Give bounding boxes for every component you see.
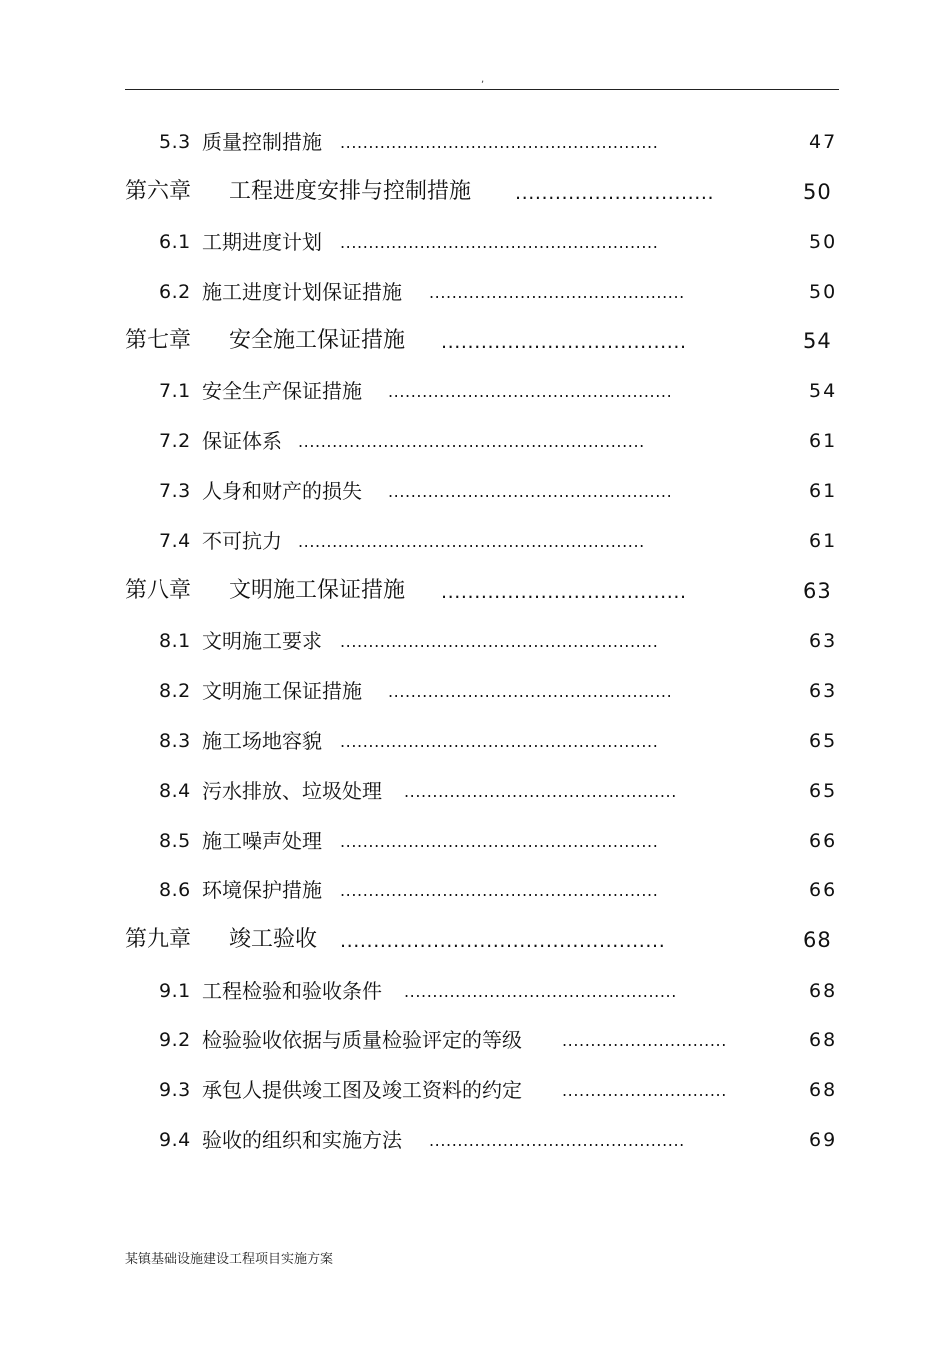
toc-leader-dots: .....................................: [441, 581, 687, 603]
toc-leader-dots: ................................................: [404, 982, 677, 1001]
toc-title: 工期进度计划: [202, 230, 322, 254]
toc-page-number: 54: [809, 380, 838, 402]
toc-leader-dots: .............................................: [429, 283, 685, 302]
toc-number: 7.4: [159, 530, 191, 552]
toc-title: 环境保护措施: [202, 878, 322, 902]
toc-entry[interactable]: [0, 421, 950, 461]
toc-page-number: 54: [803, 329, 832, 353]
toc-number: 第六章: [125, 179, 192, 204]
toc-number: 8.3: [159, 730, 191, 752]
toc-entry[interactable]: [0, 521, 950, 561]
toc-chapter[interactable]: [0, 321, 950, 361]
toc-title: 检验验收依据与质量检验评定的等级: [202, 1028, 522, 1052]
toc-entry[interactable]: [0, 1020, 950, 1060]
toc-chapter[interactable]: [0, 571, 950, 611]
toc-number: 9.2: [159, 1029, 191, 1051]
toc-leader-dots: ........................................................: [340, 233, 659, 252]
toc-page-number: 68: [809, 980, 838, 1002]
toc-page-number: 68: [809, 1079, 838, 1101]
toc-title: 质量控制措施: [202, 130, 322, 154]
toc-leader-dots: ........................................................: [340, 732, 659, 751]
toc-number: 8.2: [159, 680, 191, 702]
toc-number: 8.5: [159, 830, 191, 852]
toc-leader-dots: .................................................: [340, 930, 666, 952]
toc-number: 第七章: [125, 328, 192, 353]
toc-title: 施工进度计划保证措施: [202, 280, 402, 304]
toc-leader-dots: ................................................: [404, 782, 677, 801]
toc-leader-dots: ..................................................: [388, 382, 673, 401]
toc-number: 6.2: [159, 281, 191, 303]
toc-leader-dots: ..................................................: [388, 482, 673, 501]
toc-entry[interactable]: [0, 371, 950, 411]
toc-title: 文明施工要求: [202, 629, 322, 653]
toc-page-number: 61: [809, 480, 838, 502]
toc-leader-dots: .............................................: [429, 1131, 685, 1150]
toc-leader-dots: .............................: [562, 1031, 727, 1050]
toc-page-number: 68: [809, 1029, 838, 1051]
document-footer: 某镇基础设施建设工程项目实施方案: [125, 1252, 334, 1267]
toc-page-number: 61: [809, 430, 838, 452]
toc-number: 7.3: [159, 480, 191, 502]
toc-title: 承包人提供竣工图及竣工资料的约定: [202, 1078, 522, 1102]
toc-leader-dots: ........................................................: [340, 632, 659, 651]
toc-page-number: 65: [809, 730, 838, 752]
toc-entry[interactable]: [0, 1120, 950, 1160]
toc-title: 安全施工保证措施: [229, 328, 406, 353]
toc-entry[interactable]: [0, 971, 950, 1011]
toc-leader-dots: .............................................................: [298, 532, 645, 551]
toc-number: 8.1: [159, 630, 191, 652]
toc-leader-dots: ........................................................: [340, 881, 659, 900]
toc-title: 工程进度安排与控制措施: [229, 179, 472, 204]
toc-chapter[interactable]: [0, 920, 950, 960]
toc-entry[interactable]: [0, 471, 950, 511]
toc-number: 7.2: [159, 430, 191, 452]
toc-entry[interactable]: [0, 721, 950, 761]
toc-page-number: 50: [803, 180, 832, 204]
toc-number: 8.6: [159, 879, 191, 901]
toc-title: 安全生产保证措施: [202, 379, 362, 403]
toc-page-number: 69: [809, 1129, 838, 1151]
toc-page-number: 61: [809, 530, 838, 552]
toc-page-number: 65: [809, 780, 838, 802]
toc-entry[interactable]: [0, 671, 950, 711]
toc-leader-dots: ........................................................: [340, 133, 659, 152]
toc-number: 6.1: [159, 231, 191, 253]
toc-leader-dots: .....................................: [441, 331, 687, 353]
toc-title: 验收的组织和实施方法: [202, 1128, 402, 1152]
toc-entry[interactable]: [0, 621, 950, 661]
toc-leader-dots: .............................................................: [298, 432, 645, 451]
toc-title: 施工噪声处理: [202, 829, 322, 853]
toc-page-number: 66: [809, 879, 838, 901]
toc-title: 竣工验收: [229, 927, 318, 952]
toc-entry[interactable]: [0, 771, 950, 811]
toc-entry[interactable]: [0, 222, 950, 262]
toc-entry[interactable]: [0, 272, 950, 312]
toc-number: 8.4: [159, 780, 191, 802]
toc-number: 第九章: [125, 927, 192, 952]
toc-page-number: 47: [809, 131, 838, 153]
toc-number: 9.3: [159, 1079, 191, 1101]
toc-entry[interactable]: [0, 821, 950, 861]
toc-page-number: 63: [803, 579, 832, 603]
toc-leader-dots: .............................: [562, 1081, 727, 1100]
header-mark: ,: [481, 74, 485, 85]
toc-page-number: 66: [809, 830, 838, 852]
toc-leader-dots: ........................................................: [340, 832, 659, 851]
toc-title: 文明施工保证措施: [229, 578, 406, 603]
toc-title: 工程检验和验收条件: [202, 979, 382, 1003]
toc-title: 人身和财产的损失: [202, 479, 362, 503]
toc-entry[interactable]: [0, 122, 950, 162]
toc-leader-dots: ..............................: [515, 182, 715, 204]
toc-page-number: 68: [803, 928, 832, 952]
toc-number: 第八章: [125, 578, 192, 603]
toc-page-number: 50: [809, 231, 838, 253]
toc-title: 施工场地容貌: [202, 729, 322, 753]
toc-title: 文明施工保证措施: [202, 679, 362, 703]
toc-leader-dots: ..................................................: [388, 682, 673, 701]
toc-title: 保证体系: [202, 429, 282, 453]
toc-title: 不可抗力: [202, 529, 282, 553]
toc-number: 9.4: [159, 1129, 191, 1151]
toc-entry[interactable]: [0, 870, 950, 910]
toc-chapter[interactable]: [0, 172, 950, 212]
toc-page-number: 50: [809, 281, 838, 303]
toc-title: 污水排放、垃圾处理: [202, 779, 382, 803]
toc-page-number: 63: [809, 680, 838, 702]
toc-page-number: 63: [809, 630, 838, 652]
toc-entry[interactable]: [0, 1070, 950, 1110]
toc-number: 5.3: [159, 131, 191, 153]
toc-number: 9.1: [159, 980, 191, 1002]
toc-number: 7.1: [159, 380, 191, 402]
